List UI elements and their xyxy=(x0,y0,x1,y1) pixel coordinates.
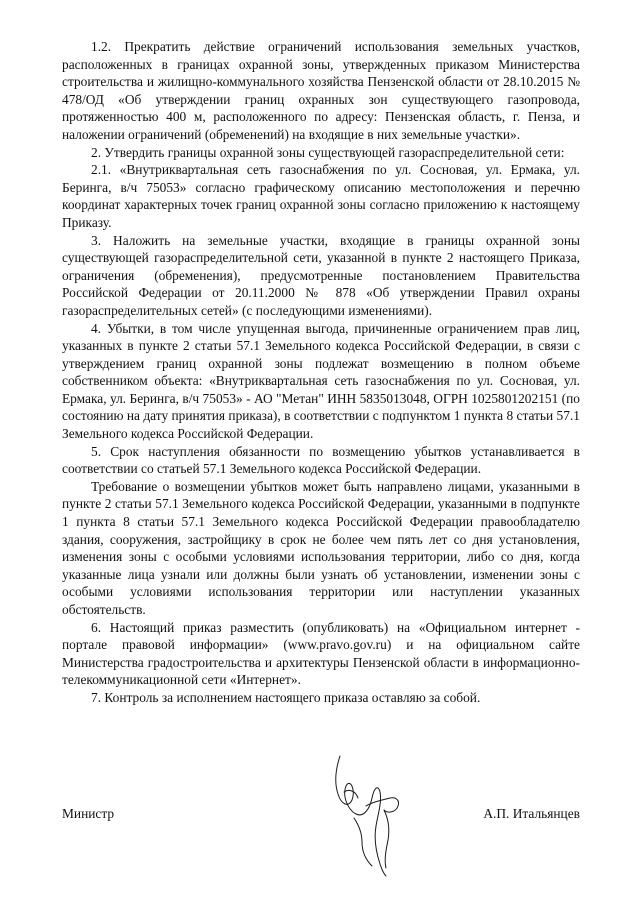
paragraph-4: 4. Убытки, в том числе упущенная выгода, причиненные ограничением прав лиц, указанных в пункте 2 статьи 57.1 Земельного кодекса Российской Федерации, в связи с утверждением границ охранной зоны подлежат возмещению в полном объеме собственником объекта: «Внутриквартальная сеть газоснабжения по ул. Сосновая, ул. Ермака, ул. Беринга, в/ч 75053» - АО "Метан" ИНН 5835013048, ОГРН 1025801202151 (по состоянию на дату принятия приказа), в соответствии с подпунктом 1 пункта 8 статьи 57.1 Земельного кодекса Российской Федерации. xyxy=(62,320,580,442)
document-body xyxy=(62,38,580,707)
paragraph-2-1: 2.1. «Внутриквартальная сеть газоснабжения по ул. Сосновая, ул. Ермака, ул. Беринга, в/ч 75053» согласно графическому описанию местоположения и перечню координат характерных точек границ охранной зоны согласно приложению к настоящему Приказу. xyxy=(62,162,580,230)
signatory-title: Министр xyxy=(62,806,115,821)
paragraph-7: 7. Контроль за исполнением настоящего приказа оставляю за собой. xyxy=(91,689,481,705)
signature-block xyxy=(62,806,580,826)
signatory-name: А.П. Итальянцев xyxy=(483,806,580,821)
paragraph-6: 6. Настоящий приказ разместить (опубликовать) на «Официальном интернет - портале правовой информации» (www.pravo.gov.ru) и на официальном сайте Министерства градостроительства и архитектуры Пензенской области в информационно-телекоммуникационной сети «Интернет». xyxy=(62,619,580,688)
paragraph-3: 3. Наложить на земельные участки, входящие в границы охранной зоны существующей газораспределительной сети, указанной в пункте 2 настоящего Приказа, ограничения (обременения), предусмотренные постановлением Правительства Российской Федерации от 20.11.2000 № 878 «Об утверждении Правил охраны газораспределительных сетей» (с последующими изменениями). xyxy=(62,232,580,318)
paragraph-1-2: 1.2. Прекратить действие ограничений использования земельных участков, расположенных в границах охранной зоны, утвержденных приказом Министерства строительства и жилищно-коммунального хозяйства Пензенской области от 28.10.2015 № 478/ОД «Об утверждении границ охранных зон существующего газопровода, протяженностью 400 м, расположенного по адресу: Пензенская область, г. Пенза, и наложении ограничений (обременений) на входящие в них земельные участки». xyxy=(62,39,580,142)
paragraph-5: 5. Срок наступления обязанности по возмещению убытков устанавливается в соответствии со статьей 57.1 Земельного кодекса Российской Федерации. xyxy=(62,443,580,477)
paragraph-2: 2. Утвердить границы охранной зоны существующей газораспределительной сети: xyxy=(91,144,565,160)
paragraph-5-requirement: Требование о возмещении убытков может быть направлено лицами, указанными в пункте 2 статьи 57.1 Земельного кодекса Российской Федерации, указанными в подпункте 1 пункта 8 статьи 57.1 Земельного кодекса Российской Федерации правообладателю здания, сооружения, застройщику в срок не более чем пять лет со дня установления, изменения зоны с особыми условиями использования территории, либо со дня, когда указанные лица узнали или должны были узнать об установлении, изменении зоны с особыми условиями использования территории или наступлении указанных обстоятельств. xyxy=(62,478,580,617)
